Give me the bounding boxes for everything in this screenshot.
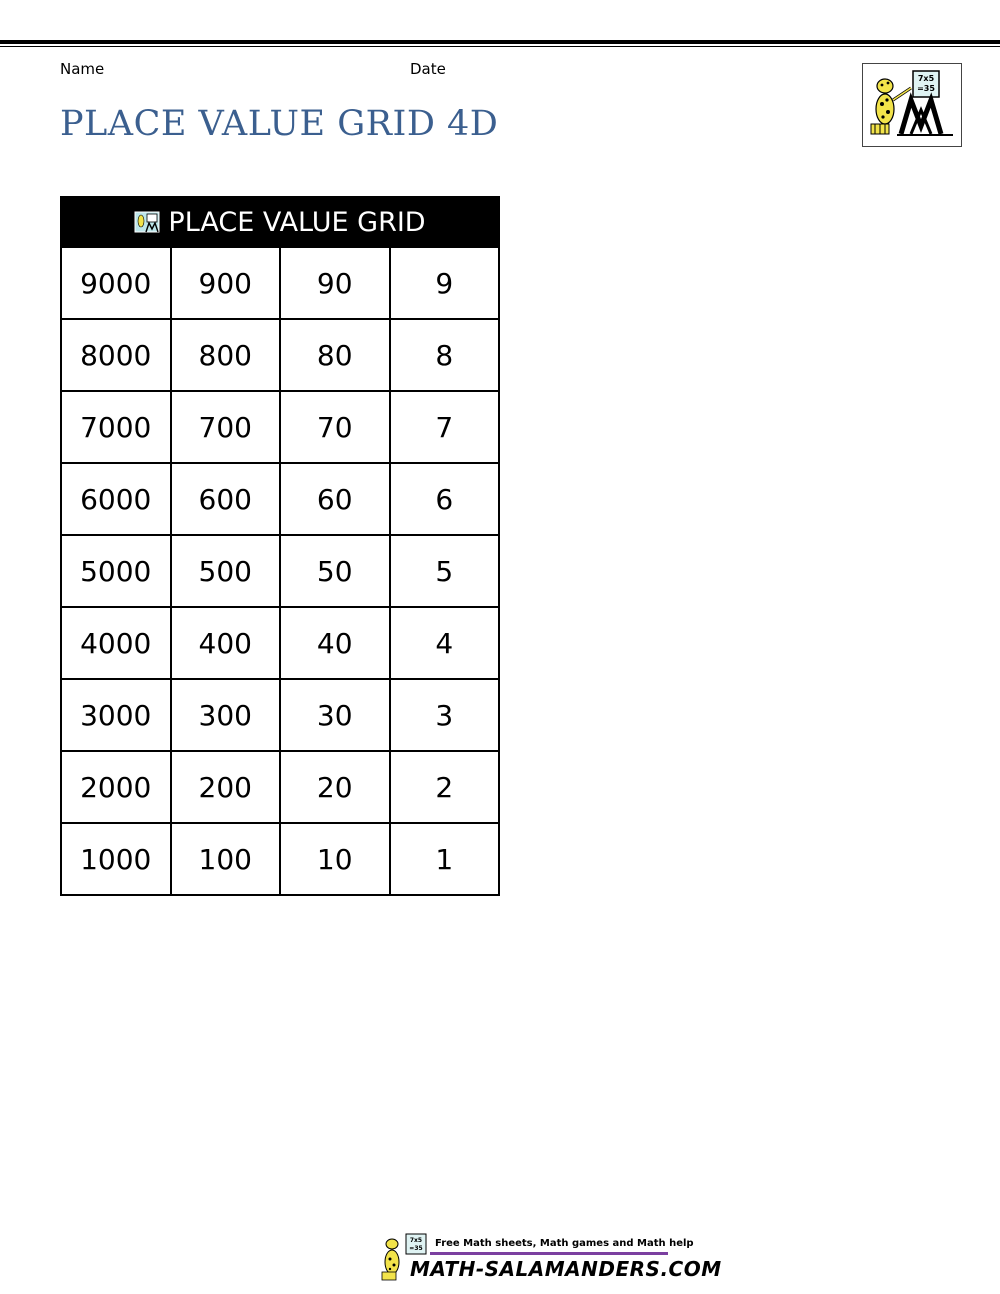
logo-board-line-2: =35 [917,84,935,93]
grid-cell: 6000 [62,464,172,536]
grid-cell: 5000 [62,536,172,608]
grid-cell: 10 [281,824,391,896]
grid-cell: 400 [172,608,282,680]
footer-site-link[interactable]: MATH-SALAMANDERS.COM [410,1257,722,1281]
grid-cell: 100 [172,824,282,896]
top-rule [0,40,1000,44]
grid-cell: 30 [281,680,391,752]
footer-board-line-1: 7x5 [409,1237,423,1244]
grid-cell: 1000 [62,824,172,896]
page-title: PLACE VALUE GRID 4D [60,104,499,144]
grid-row [62,536,500,608]
grid-cell: 9000 [62,248,172,320]
grid-body [60,248,500,896]
grid-cell: 60 [281,464,391,536]
grid-cell: 7 [391,392,501,464]
grid-cell: 2000 [62,752,172,824]
grid-cell: 80 [281,320,391,392]
logo-board-line-1: 7x5 [917,74,935,83]
math-salamander-logo [862,63,962,147]
grid-row [62,680,500,752]
grid-cell: 7000 [62,392,172,464]
top-rule-thin [0,46,1000,47]
date-label: Date [410,60,446,78]
grid-header-title: PLACE VALUE GRID [168,206,426,238]
math-salamander-logo-icon [863,64,961,146]
grid-row [62,752,500,824]
grid-header [60,196,500,248]
grid-cell: 200 [172,752,282,824]
grid-row [62,392,500,464]
grid-cell: 2 [391,752,501,824]
footer-board-line-2: =35 [409,1245,423,1252]
grid-cell: 3 [391,680,501,752]
grid-cell: 9 [391,248,501,320]
grid-cell: 50 [281,536,391,608]
grid-cell: 4 [391,608,501,680]
grid-cell: 5 [391,536,501,608]
grid-row [62,608,500,680]
grid-cell: 500 [172,536,282,608]
grid-cell: 900 [172,248,282,320]
grid-cell: 8 [391,320,501,392]
grid-cell: 8000 [62,320,172,392]
grid-cell: 20 [281,752,391,824]
grid-row [62,248,500,320]
grid-row [62,824,500,896]
name-label: Name [60,60,105,78]
grid-cell: 90 [281,248,391,320]
grid-cell: 800 [172,320,282,392]
grid-cell: 700 [172,392,282,464]
grid-cell: 3000 [62,680,172,752]
footer-tagline: Free Math sheets, Math games and Math help [435,1238,694,1249]
math-salamander-small-icon [134,211,160,233]
grid-cell: 300 [172,680,282,752]
grid-row [62,320,500,392]
grid-cell: 1 [391,824,501,896]
grid-cell: 4000 [62,608,172,680]
footer-rule [430,1252,668,1255]
grid-cell: 6 [391,464,501,536]
place-value-grid [60,196,500,896]
grid-cell: 600 [172,464,282,536]
grid-cell: 40 [281,608,391,680]
grid-row [62,464,500,536]
grid-cell: 70 [281,392,391,464]
